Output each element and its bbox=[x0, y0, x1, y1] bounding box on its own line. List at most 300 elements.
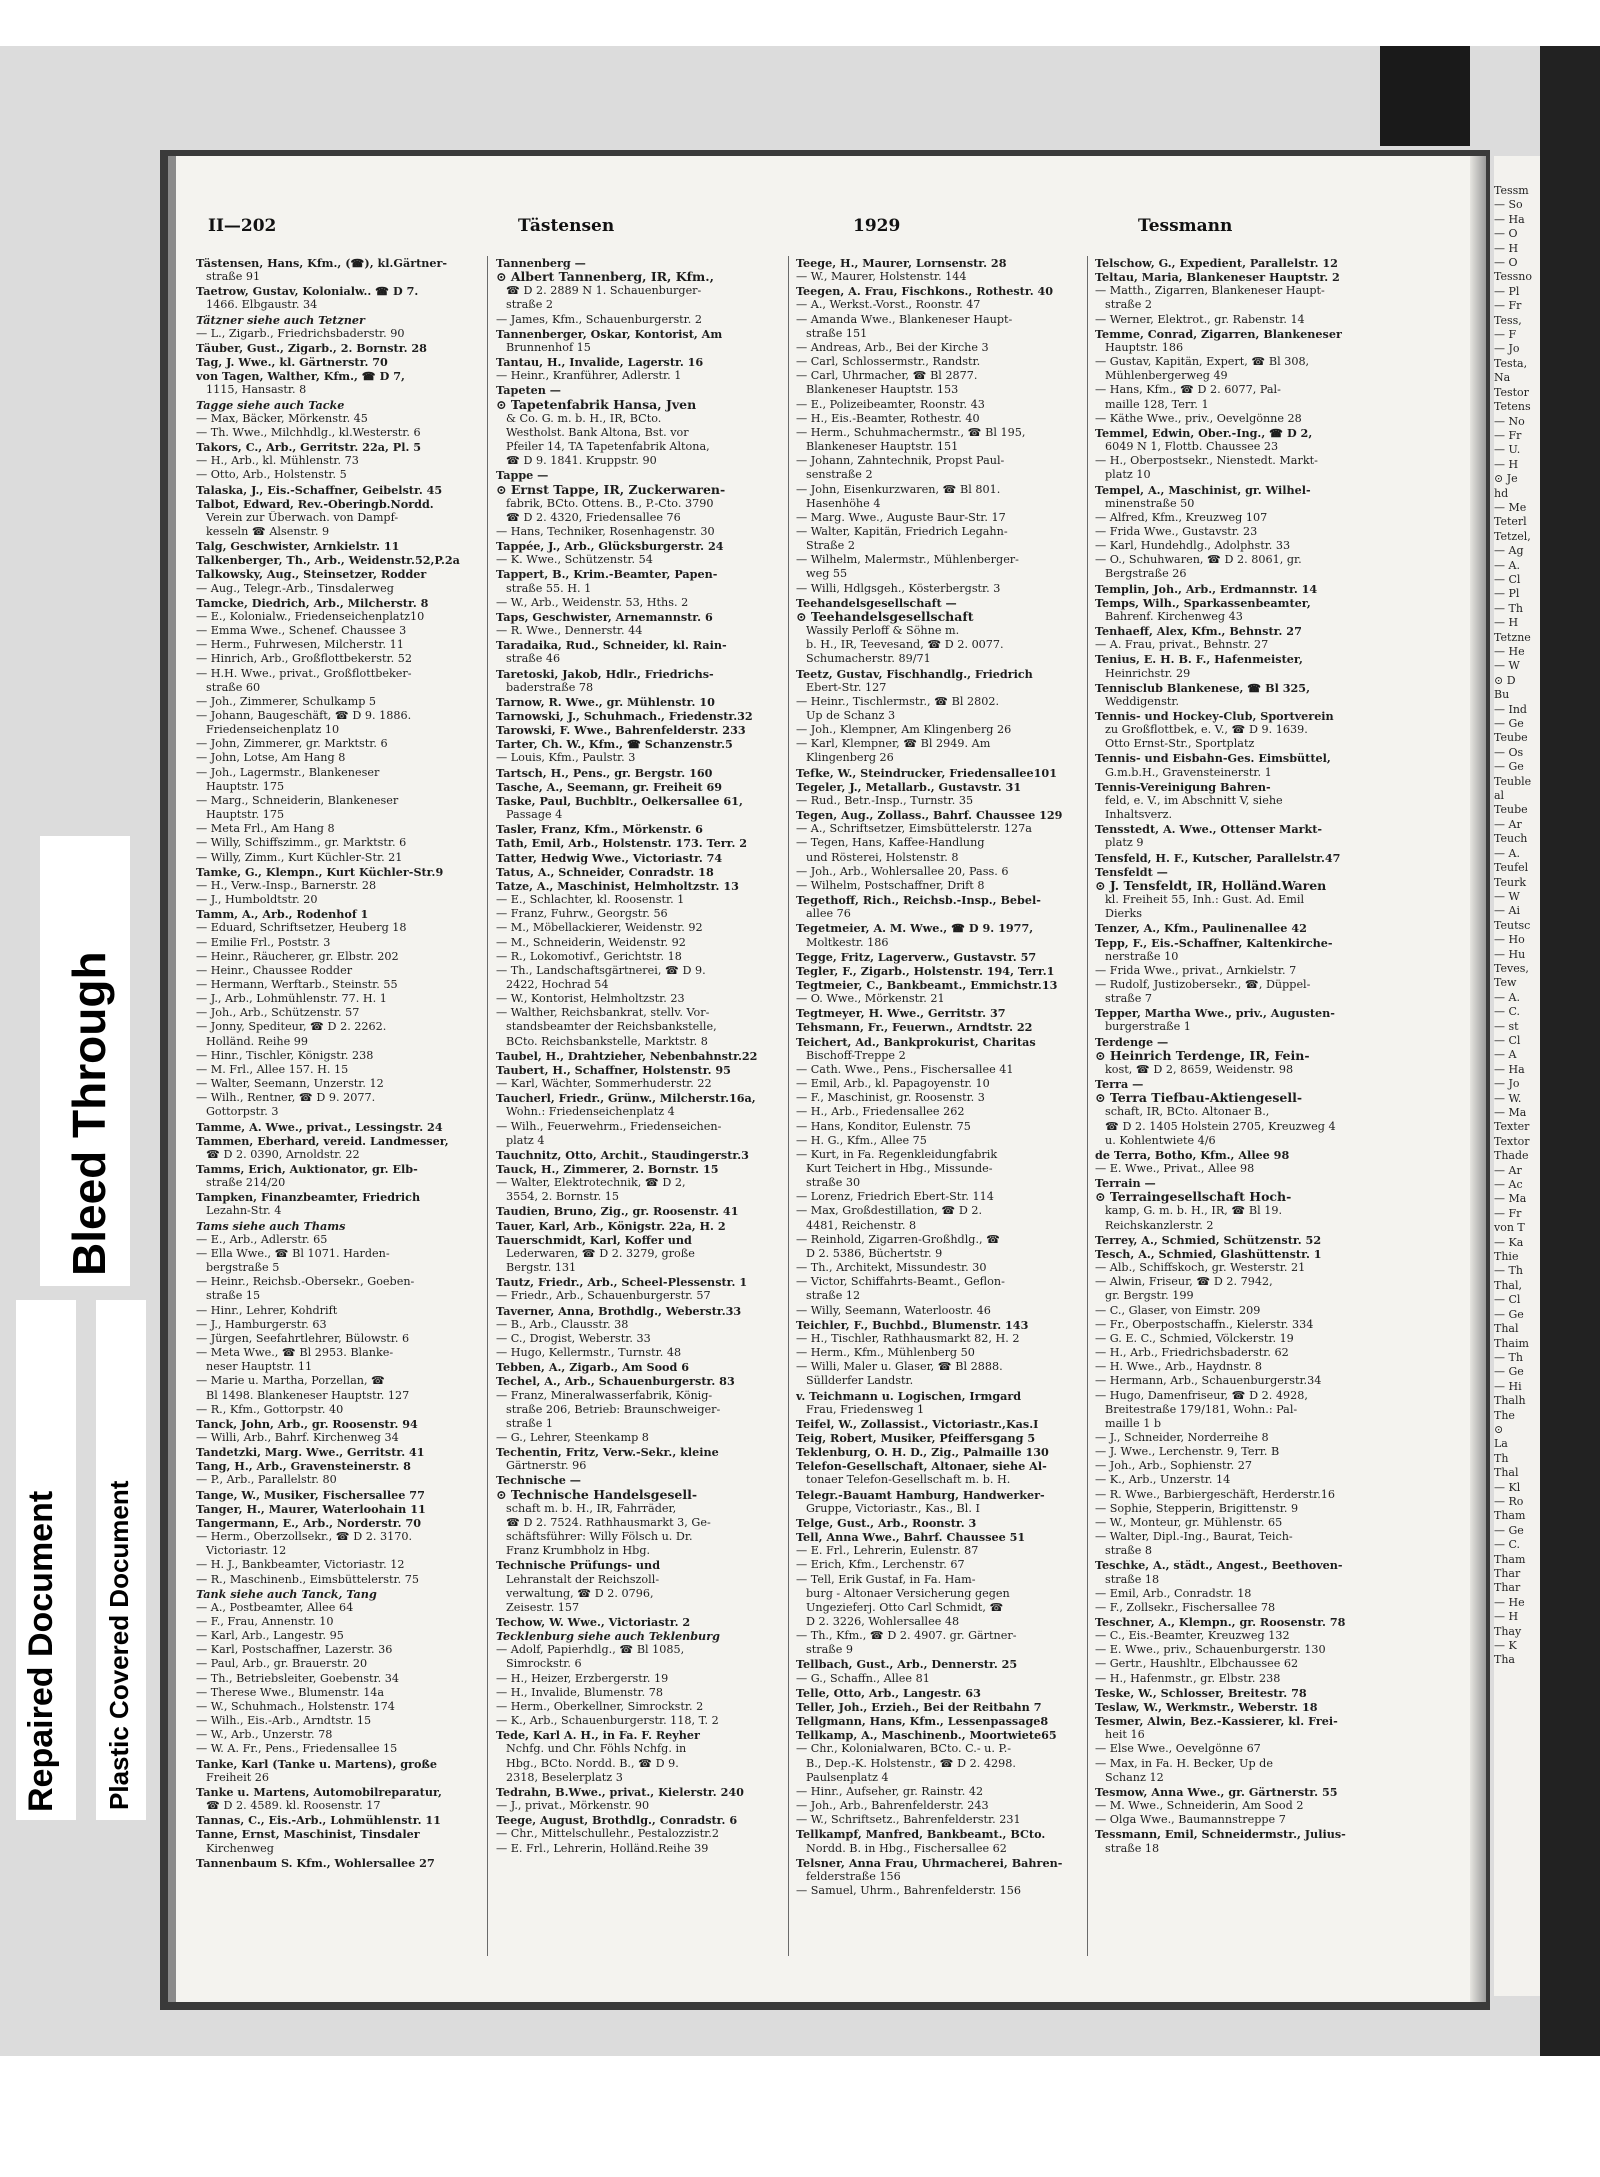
directory-entry-line: Tensfeld, H. F., Kutscher, Parallelstr.47 bbox=[1095, 850, 1341, 865]
directory-entry-line: — Erich, Kfm., Lerchenstr. 67 bbox=[796, 1558, 965, 1572]
directory-entry-line: — Fr., Oberpostschaffn., Kielerstr. 334 bbox=[1095, 1317, 1314, 1331]
directory-entry-line: felderstraße 156 bbox=[806, 1869, 901, 1883]
directory-entry-line: — H. Wwe., Arb., Haydnstr. 8 bbox=[1095, 1360, 1262, 1374]
directory-entry-line: Freiheit 26 bbox=[206, 1770, 270, 1784]
directory-entry-line: — G. E. C., Schmied, Völckerstr. 19 bbox=[1095, 1331, 1294, 1345]
directory-entry-line: ⊙ Tapetenfabrik Hansa, Jven bbox=[496, 397, 697, 412]
directory-entry-line: Techentin, Fritz, Verw.-Sekr., kleine bbox=[496, 1445, 719, 1460]
directory-entry-line: Talkowsky, Aug., Steinsetzer, Rodder bbox=[196, 567, 427, 582]
directory-entry-line: Up de Schanz 3 bbox=[806, 709, 896, 722]
directory-entry-line: Taubert, H., Schaffner, Holstenstr. 95 bbox=[496, 1062, 731, 1077]
directory-entry-line: Tarowski, F. Wwe., Bahrenfelderstr. 233 bbox=[496, 723, 746, 738]
directory-entry-line: — Joh., Arb., Sophienstr. 27 bbox=[1095, 1459, 1252, 1473]
facing-page-fragment: — Cl bbox=[1494, 572, 1521, 586]
directory-entry-line: — Carl, Schlossermstr., Randstr. bbox=[796, 355, 981, 369]
directory-entry-line: — Karl, Arb., Langestr. 95 bbox=[196, 1629, 344, 1643]
directory-entry-line: — O. Wwe., Mörkenstr. 21 bbox=[796, 992, 945, 1006]
facing-page-fragment: Thie bbox=[1494, 1250, 1519, 1264]
directory-entry-line: maille 1 b bbox=[1105, 1416, 1162, 1430]
directory-entry-line: — W., Arb., Unzerstr. 78 bbox=[196, 1728, 333, 1742]
facing-page-fragment: — A. bbox=[1494, 558, 1520, 572]
facing-page-fragment: — Cl bbox=[1494, 1293, 1521, 1307]
directory-entry-line: Heinrichstr. 29 bbox=[1105, 666, 1191, 680]
directory-entry-line: und Rösterei, Holstenstr. 8 bbox=[806, 850, 959, 864]
directory-entry-line: — Alwin, Friseur, ☎ D 2. 7942, bbox=[1095, 1275, 1273, 1289]
directory-entry-line: — Louis, Kfm., Paulstr. 3 bbox=[496, 751, 636, 765]
facing-page-fragment: Teube bbox=[1494, 803, 1528, 817]
facing-page-fragment: Th bbox=[1494, 1451, 1509, 1465]
directory-entry-line: — Eduard, Schriftsetzer, Heuberg 18 bbox=[196, 921, 407, 935]
facing-page-fragment: — C. bbox=[1494, 1005, 1521, 1019]
directory-entry-line: Tag, J. Wwe., kl. Gärtnerstr. 70 bbox=[196, 355, 388, 370]
directory-entry-line: — G., Schaffn., Allee 81 bbox=[796, 1671, 930, 1685]
facing-page-fragment: — H bbox=[1494, 616, 1519, 630]
directory-entry-line: ⊙ J. Tensfeldt, IR, Holländ.Waren bbox=[1095, 878, 1327, 893]
directory-entry-line: Tensfeldt — bbox=[1095, 864, 1168, 879]
directory-entry-line: Talg, Geschwister, Arnkielstr. 11 bbox=[196, 539, 400, 554]
directory-entry-line: — J., Schneider, Norderreihe 8 bbox=[1095, 1430, 1269, 1444]
directory-entry-line: — Th., Architekt, Missundestr. 30 bbox=[796, 1261, 987, 1275]
directory-entry-line: Tappe — bbox=[496, 468, 549, 483]
directory-entry-line: — M., Schneiderin, Weidenstr. 92 bbox=[496, 935, 686, 949]
facing-page-fragment: Teterl bbox=[1494, 515, 1527, 529]
directory-entry-line: Paulsenplatz 4 bbox=[806, 1770, 889, 1784]
directory-entry-line: Tellkampf, Manfred, Bankbeamt., BCto. bbox=[796, 1827, 1046, 1842]
facing-page-fragment: — Ge bbox=[1494, 717, 1524, 731]
directory-entry-line: — Wilh., Rentner, ☎ D 9. 2077. bbox=[196, 1091, 376, 1105]
directory-entry-line: Tedrahn, B.Wwe., privat., Kielerstr. 240 bbox=[496, 1784, 744, 1799]
facing-page-fragment: — Ha bbox=[1494, 212, 1525, 226]
directory-entry-line: Tauerschmidt, Karl, Koffer und bbox=[496, 1232, 692, 1247]
facing-page-fragment: — Ar bbox=[1494, 817, 1522, 831]
facing-page-fragment: Texter bbox=[1494, 1120, 1530, 1134]
directory-entry-line: — Victor, Schiffahrts-Beamt., Geflon- bbox=[796, 1275, 1005, 1289]
column-2 bbox=[496, 256, 781, 1956]
directory-entry-line: burg - Altonaer Versicherung gegen bbox=[806, 1586, 1010, 1600]
column-4 bbox=[1095, 256, 1380, 1956]
facing-page-fragment: — Fr bbox=[1494, 428, 1522, 442]
directory-entry-line: Tecklenburg siehe auch Teklenburg bbox=[496, 1629, 720, 1644]
directory-entry-line: — Rudolf, Justizobersekr., ☎, Düppel- bbox=[1095, 977, 1311, 991]
directory-entry-line: Tannenbaum S. Kfm., Wohlersallee 27 bbox=[196, 1855, 435, 1870]
directory-entry-line: ☎ D 2. 4320, Friedensallee 76 bbox=[506, 510, 681, 524]
directory-entry-line: Inhaltsverz. bbox=[1105, 808, 1173, 822]
directory-entry-line: Taske, Paul, Buchbltr., Oelkersallee 61, bbox=[496, 793, 743, 808]
directory-entry-line: Wohn.: Friedenseichenplatz 4 bbox=[506, 1105, 675, 1119]
directory-entry-line: Tams siehe auch Thams bbox=[196, 1218, 346, 1233]
directory-entry-line: straße 206, Betrieb: Braunschweiger- bbox=[506, 1402, 721, 1416]
directory-entry-line: — Walter, Kapitän, Friedrich Legahn- bbox=[796, 524, 1008, 538]
directory-entry-line: Tesmow, Anna Wwe., gr. Gärtnerstr. 55 bbox=[1095, 1784, 1338, 1799]
facing-page-fragment: — Ge bbox=[1494, 1523, 1524, 1537]
directory-entry-line: Klingenberg 26 bbox=[806, 751, 894, 765]
directory-entry-line: — Heinr., Reichsb.-Obersekr., Goeben- bbox=[196, 1275, 415, 1289]
facing-page-fragment: — Th bbox=[1494, 1264, 1523, 1278]
directory-entry-line: 2422, Hochrad 54 bbox=[506, 977, 609, 991]
directory-entry-line: Teetz, Gustav, Fischhandlg., Friedrich bbox=[796, 666, 1033, 681]
directory-entry-line: — Sophie, Stepperin, Brigittenstr. 9 bbox=[1095, 1501, 1299, 1515]
directory-entry-line: — E. Frl., Lehrerin, Eulenstr. 87 bbox=[796, 1544, 979, 1558]
facing-page-fragment: — H bbox=[1494, 241, 1519, 255]
facing-page-fragment: Testa, bbox=[1494, 356, 1528, 370]
directory-entry-line: Lederwaren, ☎ D 2. 3279, große bbox=[506, 1246, 695, 1260]
directory-entry-line: — Kurt, in Fa. Regenkleidungfabrik bbox=[796, 1147, 998, 1161]
directory-entry-line: u. Kohlentwiete 4/6 bbox=[1105, 1133, 1216, 1147]
directory-entry-line: Teller, Joh., Erzieh., Bei der Reitbahn 7 bbox=[796, 1699, 1042, 1714]
facing-page-fragment: Tessno bbox=[1494, 270, 1532, 284]
directory-entry-line: Talkenberger, Th., Arb., Weidenstr.52,P.2a bbox=[196, 553, 460, 568]
directory-entry-line: — Wilh., Feuerwehrm., Friedenseichen- bbox=[496, 1119, 722, 1133]
directory-entry-line: Tanck, John, Arb., gr. Roosenstr. 94 bbox=[196, 1416, 418, 1431]
directory-entry-line: Tepp, F., Eis.-Schaffner, Kaltenkirche- bbox=[1095, 935, 1333, 950]
plastic-covered-text: Plastic Covered Document bbox=[104, 1480, 134, 1810]
directory-entry-line: — Heinr., Räucherer, gr. Elbstr. 202 bbox=[196, 949, 399, 963]
directory-entry-line: Teifel, W., Zollassist., Victoriastr.,Kas.I bbox=[796, 1416, 1039, 1431]
directory-entry-line: Straße 2 bbox=[806, 539, 855, 553]
black-bar-right bbox=[1540, 46, 1600, 2056]
directory-entry-line: Tamke, G., Klempn., Kurt Küchler-Str.9 bbox=[196, 864, 444, 879]
directory-entry-line: straße 9 bbox=[806, 1643, 854, 1657]
plastic-covered-label bbox=[96, 1300, 146, 1820]
directory-entry-line: — Herm., Fuhrwesen, Milcherstr. 11 bbox=[196, 638, 404, 652]
directory-entry-line: b. H., IR, Teevesand, ☎ D 2. 0077. bbox=[806, 638, 1004, 652]
directory-entry-line: — Emma Wwe., Schenef. Chaussee 3 bbox=[196, 624, 407, 638]
facing-page-fragment: — Hi bbox=[1494, 1379, 1522, 1393]
header-year: 1929 bbox=[853, 216, 901, 236]
directory-entry-line: Tappée, J., Arb., Glücksburgerstr. 24 bbox=[496, 539, 724, 554]
directory-entry-line: Telegr.-Bauamt Hamburg, Handwerker- bbox=[796, 1487, 1045, 1502]
directory-entry-line: — Walther, Reichsbankrat, stellv. Vor- bbox=[496, 1006, 710, 1020]
directory-entry-line: Tasche, A., Seemann, gr. Freiheit 69 bbox=[496, 779, 723, 794]
column-1 bbox=[196, 256, 481, 1956]
facing-page-fragment: — H bbox=[1494, 457, 1519, 471]
directory-entry-line: — Paul, Arb., gr. Brauerstr. 20 bbox=[196, 1657, 368, 1671]
directory-entry-line: 1115, Hansastr. 8 bbox=[206, 383, 307, 397]
page-fold bbox=[1470, 156, 1486, 2002]
directory-entry-line: Terra — bbox=[1095, 1077, 1144, 1092]
directory-entry-line: — H., Eis.-Beamter, Rothestr. 40 bbox=[796, 411, 980, 425]
directory-entry-line: — R., Lokomotivf., Gerichtstr. 18 bbox=[496, 949, 682, 963]
directory-entry-line: Bergstr. 131 bbox=[506, 1261, 577, 1275]
directory-entry-line: ☎ D 2. 0390, Arnoldstr. 22 bbox=[206, 1147, 360, 1161]
directory-entry-line: Terrain — bbox=[1095, 1176, 1156, 1191]
directory-entry-line: ☎ D 2. 2889 N 1. Schauenburger- bbox=[506, 284, 702, 298]
directory-entry-line: Tegetmeier, A. M. Wwe., ☎ D 9. 1977, bbox=[796, 921, 1034, 936]
directory-entry-line: — M. Wwe., Schneiderin, Am Sood 2 bbox=[1095, 1799, 1304, 1813]
directory-entry-line: — M., Möbellackierer, Weidenstr. 92 bbox=[496, 921, 703, 935]
directory-entry-line: — H., Arb., kl. Mühlenstr. 73 bbox=[196, 454, 359, 468]
directory-entry-line: ☎ D 2. 1405 Holstein 2705, Kreuzweg 4 bbox=[1105, 1119, 1336, 1133]
directory-entry-line: straße 30 bbox=[806, 1176, 861, 1190]
directory-entry-line: — H., Invalide, Blumenstr. 78 bbox=[496, 1685, 663, 1699]
directory-entry-line: Gärtnerstr. 96 bbox=[506, 1459, 587, 1473]
directory-entry-line: weg 55 bbox=[806, 567, 848, 581]
directory-entry-line: Tang, H., Arb., Gravensteinerstr. 8 bbox=[196, 1459, 411, 1474]
directory-entry-line: Pfeiler 14, TA Tapetenfabrik Altona, bbox=[506, 440, 710, 454]
directory-page bbox=[168, 156, 1486, 2002]
facing-page-fragment: La bbox=[1494, 1437, 1508, 1451]
page-edge bbox=[168, 156, 176, 2002]
directory-entry-line: — E., Kolonialw., Friedenseichenplatz10 bbox=[196, 609, 425, 623]
directory-entry-line: Moltkestr. 186 bbox=[806, 935, 889, 949]
facing-page-fragment: — Jo bbox=[1494, 342, 1520, 356]
directory-entry-line: platz 10 bbox=[1105, 468, 1151, 482]
directory-entry-line: 6049 N 1, Flottb. Chaussee 23 bbox=[1105, 440, 1279, 454]
facing-page-fragment: Bu bbox=[1494, 688, 1510, 702]
directory-entry-line: Tätzner siehe auch Tetzner bbox=[196, 312, 365, 327]
directory-entry-line: — P., Arb., Parallelstr. 80 bbox=[196, 1473, 337, 1487]
directory-entry-line: platz 4 bbox=[506, 1133, 545, 1147]
directory-entry-line: Tepper, Martha Wwe., priv., Augusten- bbox=[1095, 1006, 1335, 1021]
directory-entry-line: Tappert, B., Krim.-Beamter, Papen- bbox=[496, 567, 718, 582]
page-number: II—202 bbox=[208, 216, 277, 236]
directory-entry-line: — Hugo, Damenfriseur, ☎ D 2. 4928, bbox=[1095, 1388, 1308, 1402]
directory-entry-line: straße 55. H. 1 bbox=[506, 581, 592, 595]
facing-page-fragment: — O bbox=[1494, 227, 1518, 241]
directory-entry-line: — Heinr., Kranführer, Adlerstr. 1 bbox=[496, 369, 682, 383]
directory-entry-line: Taretoski, Jakob, Hdlr., Friedrichs- bbox=[496, 666, 714, 681]
directory-entry-line: allee 76 bbox=[806, 907, 851, 921]
directory-entry-line: — Wilh., Eis.-Arb., Arndtstr. 15 bbox=[196, 1714, 372, 1728]
directory-entry-line: — O., Schuhwaren, ☎ D 2. 8061, gr. bbox=[1095, 553, 1302, 567]
directory-entry-line: Blankeneser Hauptstr. 151 bbox=[806, 440, 959, 454]
directory-entry-line: — Else Wwe., Oevelgönne 67 bbox=[1095, 1742, 1261, 1756]
directory-entry-line: — W., Kontorist, Helmholtzstr. 23 bbox=[496, 992, 685, 1006]
directory-entry-line: — W., Maurer, Holstenstr. 144 bbox=[796, 270, 967, 284]
directory-entry-line: — Samuel, Uhrm., Bahrenfelderstr. 156 bbox=[796, 1883, 1022, 1897]
directory-entry-line: Gottorpstr. 3 bbox=[206, 1105, 279, 1119]
directory-entry-line: straße 15 bbox=[206, 1289, 261, 1303]
facing-page-fragment: Tetzel, bbox=[1494, 529, 1531, 543]
facing-page-fragment: Thal bbox=[1494, 1466, 1519, 1480]
repaired-document-label bbox=[16, 1300, 76, 1820]
facing-page-fragment: ⊙ Je bbox=[1494, 472, 1518, 486]
directory-entry-line: — Willi, Maler u. Glaser, ☎ Bl 2888. bbox=[796, 1360, 1003, 1374]
directory-entry-line: — B., Arb., Clausstr. 38 bbox=[496, 1317, 629, 1331]
directory-entry-line: — C., Glaser, von Eimstr. 209 bbox=[1095, 1303, 1261, 1317]
directory-entry-line: — Tegen, Hans, Kaffee-Handlung bbox=[796, 836, 985, 850]
directory-entry-line: Taudien, Bruno, Zig., gr. Roosenstr. 41 bbox=[496, 1204, 739, 1219]
facing-page-fragment: — Ka bbox=[1494, 1235, 1524, 1249]
directory-entry-line: ☎ D 2. 7524. Rathhausmarkt 3, Ge- bbox=[506, 1515, 711, 1529]
directory-entry-line: — W., Arb., Weidenstr. 53, Hths. 2 bbox=[496, 595, 689, 609]
directory-entry-line: — H., Oberpostsekr., Nienstedt. Markt- bbox=[1095, 454, 1318, 468]
facing-page-fragment: — A bbox=[1494, 1048, 1517, 1062]
directory-entry-line: Tannas, C., Eis.-Arb., Lohmühlenstr. 11 bbox=[196, 1813, 441, 1828]
directory-entry-line: Tefke, W., Steindrucker, Friedensallee101 bbox=[796, 765, 1058, 780]
directory-entry-line: kost, ☎ D 2, 8659, Weidenstr. 98 bbox=[1105, 1062, 1294, 1076]
facing-page-fragment: — W. bbox=[1494, 1091, 1522, 1105]
facing-page-fragment: Thar bbox=[1494, 1581, 1521, 1595]
directory-entry-line: — E. Wwe., priv., Schauenburgerstr. 130 bbox=[1095, 1643, 1326, 1657]
facing-page-fragment: ⊙ D bbox=[1494, 673, 1516, 687]
directory-entry-line: Tanne, Ernst, Maschinist, Tinsdaler bbox=[196, 1827, 420, 1842]
directory-entry-line: Tandetzki, Marg. Wwe., Gerritstr. 41 bbox=[196, 1445, 425, 1460]
directory-entry-line: — Hans, Techniker, Rosenhagenstr. 30 bbox=[496, 524, 715, 538]
facing-page-fragment: Teufel bbox=[1494, 861, 1529, 875]
directory-entry-line: — J., Humboldtstr. 20 bbox=[196, 893, 318, 907]
directory-entry-line: Tegtmeyer, H. Wwe., Gerritstr. 37 bbox=[796, 1006, 1006, 1021]
directory-entry-line: — Alb., Schiffskoch, gr. Westerstr. 21 bbox=[1095, 1261, 1306, 1275]
directory-entry-line: 3554, 2. Bornstr. 15 bbox=[506, 1190, 620, 1204]
directory-entry-line: — H. G., Kfm., Allee 75 bbox=[796, 1133, 927, 1147]
directory-entry-line: Technische Prüfungs- und bbox=[496, 1558, 661, 1573]
directory-entry-line: baderstraße 78 bbox=[506, 680, 594, 694]
directory-entry-line: Telge, Gust., Arb., Roonstr. 3 bbox=[796, 1515, 977, 1530]
directory-entry-line: kesseln ☎ Alsenstr. 9 bbox=[206, 524, 330, 538]
directory-entry-line: Teig, Robert, Musiker, Pfeiffersgang 5 bbox=[796, 1430, 1036, 1445]
directory-entry-line: Tesch, A., Schmied, Glashüttenstr. 1 bbox=[1095, 1246, 1322, 1261]
directory-entry-line: straße 12 bbox=[806, 1289, 861, 1303]
bleed-through-text: Bleed Through bbox=[63, 951, 115, 1276]
header-name-right: Tessmann bbox=[1138, 216, 1233, 236]
directory-entry-line: straße 2 bbox=[506, 298, 554, 312]
directory-entry-line: Tannenberger, Oskar, Kontorist, Am bbox=[496, 326, 723, 341]
directory-entry-line: — Friedr., Arb., Schauenburgerstr. 57 bbox=[496, 1289, 711, 1303]
directory-entry-line: Teltau, Maria, Blankeneser Hauptstr. 2 bbox=[1095, 270, 1340, 285]
directory-entry-line: Tauer, Karl, Arb., Königstr. 22a, H. 2 bbox=[496, 1218, 726, 1233]
directory-entry-line: Tellbach, Gust., Arb., Dennerstr. 25 bbox=[796, 1657, 1018, 1672]
directory-entry-line: — Ella Wwe., ☎ Bl 1071. Harden- bbox=[196, 1246, 390, 1260]
facing-page-fragment: — Ho bbox=[1494, 933, 1525, 947]
facing-page-fragment: von T bbox=[1494, 1221, 1525, 1235]
facing-page-fragment: Testor bbox=[1494, 385, 1529, 399]
directory-entry-line: Tenius, E. H. B. F., Hafenmeister, bbox=[1095, 652, 1303, 667]
directory-entry-line: senstraße 2 bbox=[806, 468, 873, 482]
directory-entry-line: Tegge, Fritz, Lagerverw., Gustavstr. 57 bbox=[796, 949, 1037, 964]
directory-entry-line: straße 151 bbox=[806, 326, 868, 340]
facing-page-fragment: — F bbox=[1494, 328, 1517, 342]
directory-entry-line: straße 2 bbox=[1105, 298, 1153, 312]
directory-entry-line: kamp, G. m. b. H., IR, ☎ Bl 19. bbox=[1105, 1204, 1282, 1218]
directory-entry-line: Tatter, Hedwig Wwe., Victoriastr. 74 bbox=[496, 850, 723, 865]
directory-entry-line: — Walter, Seemann, Unzerstr. 12 bbox=[196, 1077, 384, 1091]
directory-entry-line: — Joh., Arb., Bahrenfelderstr. 243 bbox=[796, 1799, 989, 1813]
directory-entry-line: — Joh., Arb., Schützenstr. 57 bbox=[196, 1006, 360, 1020]
directory-entry-line: Telsner, Anna Frau, Uhrmacherei, Bahren- bbox=[796, 1855, 1063, 1870]
directory-entry-line: — Meta Wwe., ☎ Bl 2953. Blanke- bbox=[196, 1346, 394, 1360]
directory-entry-line: — Max, Bäcker, Mörkenstr. 45 bbox=[196, 411, 368, 425]
directory-entry-line: — W., Schuhmach., Holstenstr. 174 bbox=[196, 1699, 395, 1713]
directory-entry-line: — Therese Wwe., Blumenstr. 14a bbox=[196, 1685, 385, 1699]
column-rule-3 bbox=[1087, 256, 1088, 1956]
directory-entry-line: — John, Zimmerer, gr. Marktstr. 6 bbox=[196, 737, 388, 751]
directory-entry-line: ⊙ Albert Tannenberg, IR, Kfm., bbox=[496, 270, 714, 285]
directory-entry-line: Tessmann, Emil, Schneidermstr., Julius- bbox=[1095, 1827, 1346, 1842]
directory-entry-line: Brunnenhof 15 bbox=[506, 340, 591, 354]
facing-page-fragment: — Fr bbox=[1494, 1206, 1522, 1220]
directory-entry-line: ⊙ Teehandelsgesellschaft bbox=[796, 609, 974, 624]
directory-entry-line: Taradaika, Rud., Schneider, kl. Rain- bbox=[496, 638, 727, 653]
directory-entry-line: Kurt Teichert in Hbg., Missunde- bbox=[806, 1162, 993, 1175]
directory-entry-line: tonaer Telefon-Gesellschaft m. b. H. bbox=[806, 1473, 1011, 1487]
directory-entry-line: heit 16 bbox=[1105, 1728, 1145, 1742]
facing-page-fragment: — A. bbox=[1494, 990, 1520, 1004]
facing-page-fragment: — U. bbox=[1494, 443, 1521, 457]
directory-entry-line: — Cath. Wwe., Pens., Fischersallee 41 bbox=[796, 1062, 1014, 1076]
directory-entry-line: — Herm., Kfm., Mühlenberg 50 bbox=[796, 1346, 975, 1360]
directory-entry-line: Lezahn-Str. 4 bbox=[206, 1204, 282, 1218]
directory-entry-line: Tantau, H., Invalide, Lagerstr. 16 bbox=[496, 355, 704, 370]
directory-entry-line: Teegen, A. Frau, Fischkons., Rothestr. 40 bbox=[796, 284, 1054, 299]
directory-entry-line: Tennis- und Hockey-Club, Sportverein bbox=[1095, 709, 1334, 723]
facing-page-fragment: — K bbox=[1494, 1639, 1517, 1653]
directory-entry-line: Tästensen, Hans, Kfm., (☎), kl.Gärtner- bbox=[196, 256, 448, 270]
directory-entry-line: — K. Wwe., Schützenstr. 54 bbox=[496, 553, 653, 567]
directory-entry-line: Talbot, Edward, Rev.-Oberingb.Nordd. bbox=[196, 496, 434, 511]
directory-entry-line: Hauptstr. 175 bbox=[206, 808, 285, 822]
directory-entry-line: Nchfg. und Chr. Föhls Nchfg. in bbox=[506, 1742, 687, 1756]
directory-entry-line: — Meta Frl., Am Hang 8 bbox=[196, 822, 335, 836]
directory-entry-line: — H., Verw.-Insp., Barnerstr. 28 bbox=[196, 878, 377, 892]
facing-page-fragment: — Pl bbox=[1494, 587, 1520, 601]
directory-entry-line: — Emil, Arb., Conradstr. 18 bbox=[1095, 1586, 1252, 1600]
directory-entry-line: — Carl, Uhrmacher, ☎ Bl 2877. bbox=[796, 369, 978, 383]
directory-entry-line: — Hinrich, Arb., Großflottbekerstr. 52 bbox=[196, 652, 412, 666]
facing-page-fragment: Teves, bbox=[1494, 961, 1529, 975]
directory-entry-line: Tautz, Friedr., Arb., Scheel-Plessenstr. 1 bbox=[496, 1275, 748, 1290]
directory-entry-line: — John, Eisenkurzwaren, ☎ Bl 801. bbox=[796, 482, 1001, 496]
directory-entry-line: — Jonny, Spediteur, ☎ D 2. 2262. bbox=[196, 1020, 387, 1034]
directory-entry-line: — Amanda Wwe., Blankeneser Haupt- bbox=[796, 312, 1013, 326]
directory-entry-line: Teichler, F., Buchbd., Blumenstr. 143 bbox=[796, 1317, 1029, 1332]
directory-entry-line: — Hans, Konditor, Eulenstr. 75 bbox=[796, 1119, 971, 1133]
directory-entry-line: — W., Schriftsetz., Bahrenfelderstr. 231 bbox=[796, 1813, 1021, 1827]
facing-page-fragment: Thar bbox=[1494, 1567, 1521, 1580]
directory-entry-line: Tamcke, Diedrich, Arb., Milcherstr. 8 bbox=[196, 595, 429, 610]
facing-page-fragment: — Cl bbox=[1494, 1033, 1521, 1047]
directory-entry-line: — C., Eis.-Beamter, Kreuzweg 132 bbox=[1095, 1629, 1290, 1643]
directory-entry-line: Teklenburg, O. H. D., Zig., Palmaille 130 bbox=[796, 1445, 1049, 1460]
directory-entry-line: Täuber, Gust., Zigarb., 2. Bornstr. 28 bbox=[196, 340, 427, 355]
facing-page-fragment: Teutsc bbox=[1494, 918, 1531, 932]
directory-entry-line: Kirchenweg bbox=[206, 1841, 274, 1855]
directory-entry-line: schäftsführer: Willy Fölsch u. Dr. bbox=[506, 1530, 693, 1544]
facing-page-fragment: — Ro bbox=[1494, 1494, 1524, 1508]
directory-entry-line: von Tagen, Walther, Kfm., ☎ D 7, bbox=[196, 369, 405, 384]
directory-entry-line: Temmel, Edwin, Ober.-Ing., ☎ D 2, bbox=[1095, 425, 1313, 440]
directory-entry-line: — Th., Landschaftsgärtnerei, ☎ D 9. bbox=[496, 963, 706, 977]
facing-page-fragment: The bbox=[1494, 1408, 1515, 1422]
directory-entry-line: — L., Zigarb., Friedrichsbaderstr. 90 bbox=[196, 326, 405, 340]
facing-page-fragment: — Ge bbox=[1494, 1307, 1524, 1321]
directory-entry-line: Tath, Emil, Arb., Holstenstr. 173. Terr. 2 bbox=[496, 836, 748, 851]
directory-entry-line: Victoriastr. 12 bbox=[206, 1544, 287, 1558]
directory-entry-line: — Karl, Postschaffner, Lazerstr. 36 bbox=[196, 1643, 393, 1657]
header-name-left: Tästensen bbox=[518, 216, 615, 236]
directory-entry-line: — E., Schlachter, kl. Roosenstr. 1 bbox=[496, 893, 685, 907]
directory-entry-line: Teichert, Ad., Bankprokurist, Charitas bbox=[796, 1034, 1036, 1049]
facing-page-fragment: Tham bbox=[1494, 1552, 1526, 1566]
directory-entry-line: — Willy, Seemann, Waterloostr. 46 bbox=[796, 1303, 991, 1317]
directory-entry-line: straße 8 bbox=[1105, 1544, 1153, 1558]
directory-entry-line: Teske, W., Schlosser, Breitestr. 78 bbox=[1095, 1685, 1307, 1700]
directory-entry-line: — Max, Großdestillation, ☎ D 2. bbox=[796, 1204, 983, 1218]
directory-entry-line: neser Hauptstr. 11 bbox=[206, 1360, 313, 1374]
facing-page-fragment: — Ma bbox=[1494, 1192, 1527, 1206]
directory-entry-line: ⊙ Technische Handelsgesell- bbox=[496, 1487, 698, 1502]
facing-page-fragment: — A. bbox=[1494, 846, 1520, 860]
directory-entry-line: Tauck, H., Zimmerer, 2. Bornstr. 15 bbox=[496, 1162, 719, 1176]
directory-entry-line: Tanke, Karl (Tanke u. Martens), große bbox=[196, 1756, 438, 1771]
facing-page-fragment: — Me bbox=[1494, 500, 1527, 514]
directory-entry-line: — R., Kfm., Gottorpstr. 40 bbox=[196, 1402, 344, 1416]
directory-entry-line: — Hinr., Lehrer, Kohdrift bbox=[196, 1303, 338, 1317]
directory-entry-line: Tesmer, Alwin, Bez.-Kassierer, kl. Frei- bbox=[1095, 1714, 1338, 1729]
directory-entry-line: Otto Ernst-Str., Sportplatz bbox=[1105, 737, 1255, 751]
directory-entry-line: Taps, Geschwister, Arnemannstr. 6 bbox=[496, 609, 713, 624]
directory-entry-line: — Wilhelm, Malermstr., Mühlenberger- bbox=[796, 553, 1019, 567]
